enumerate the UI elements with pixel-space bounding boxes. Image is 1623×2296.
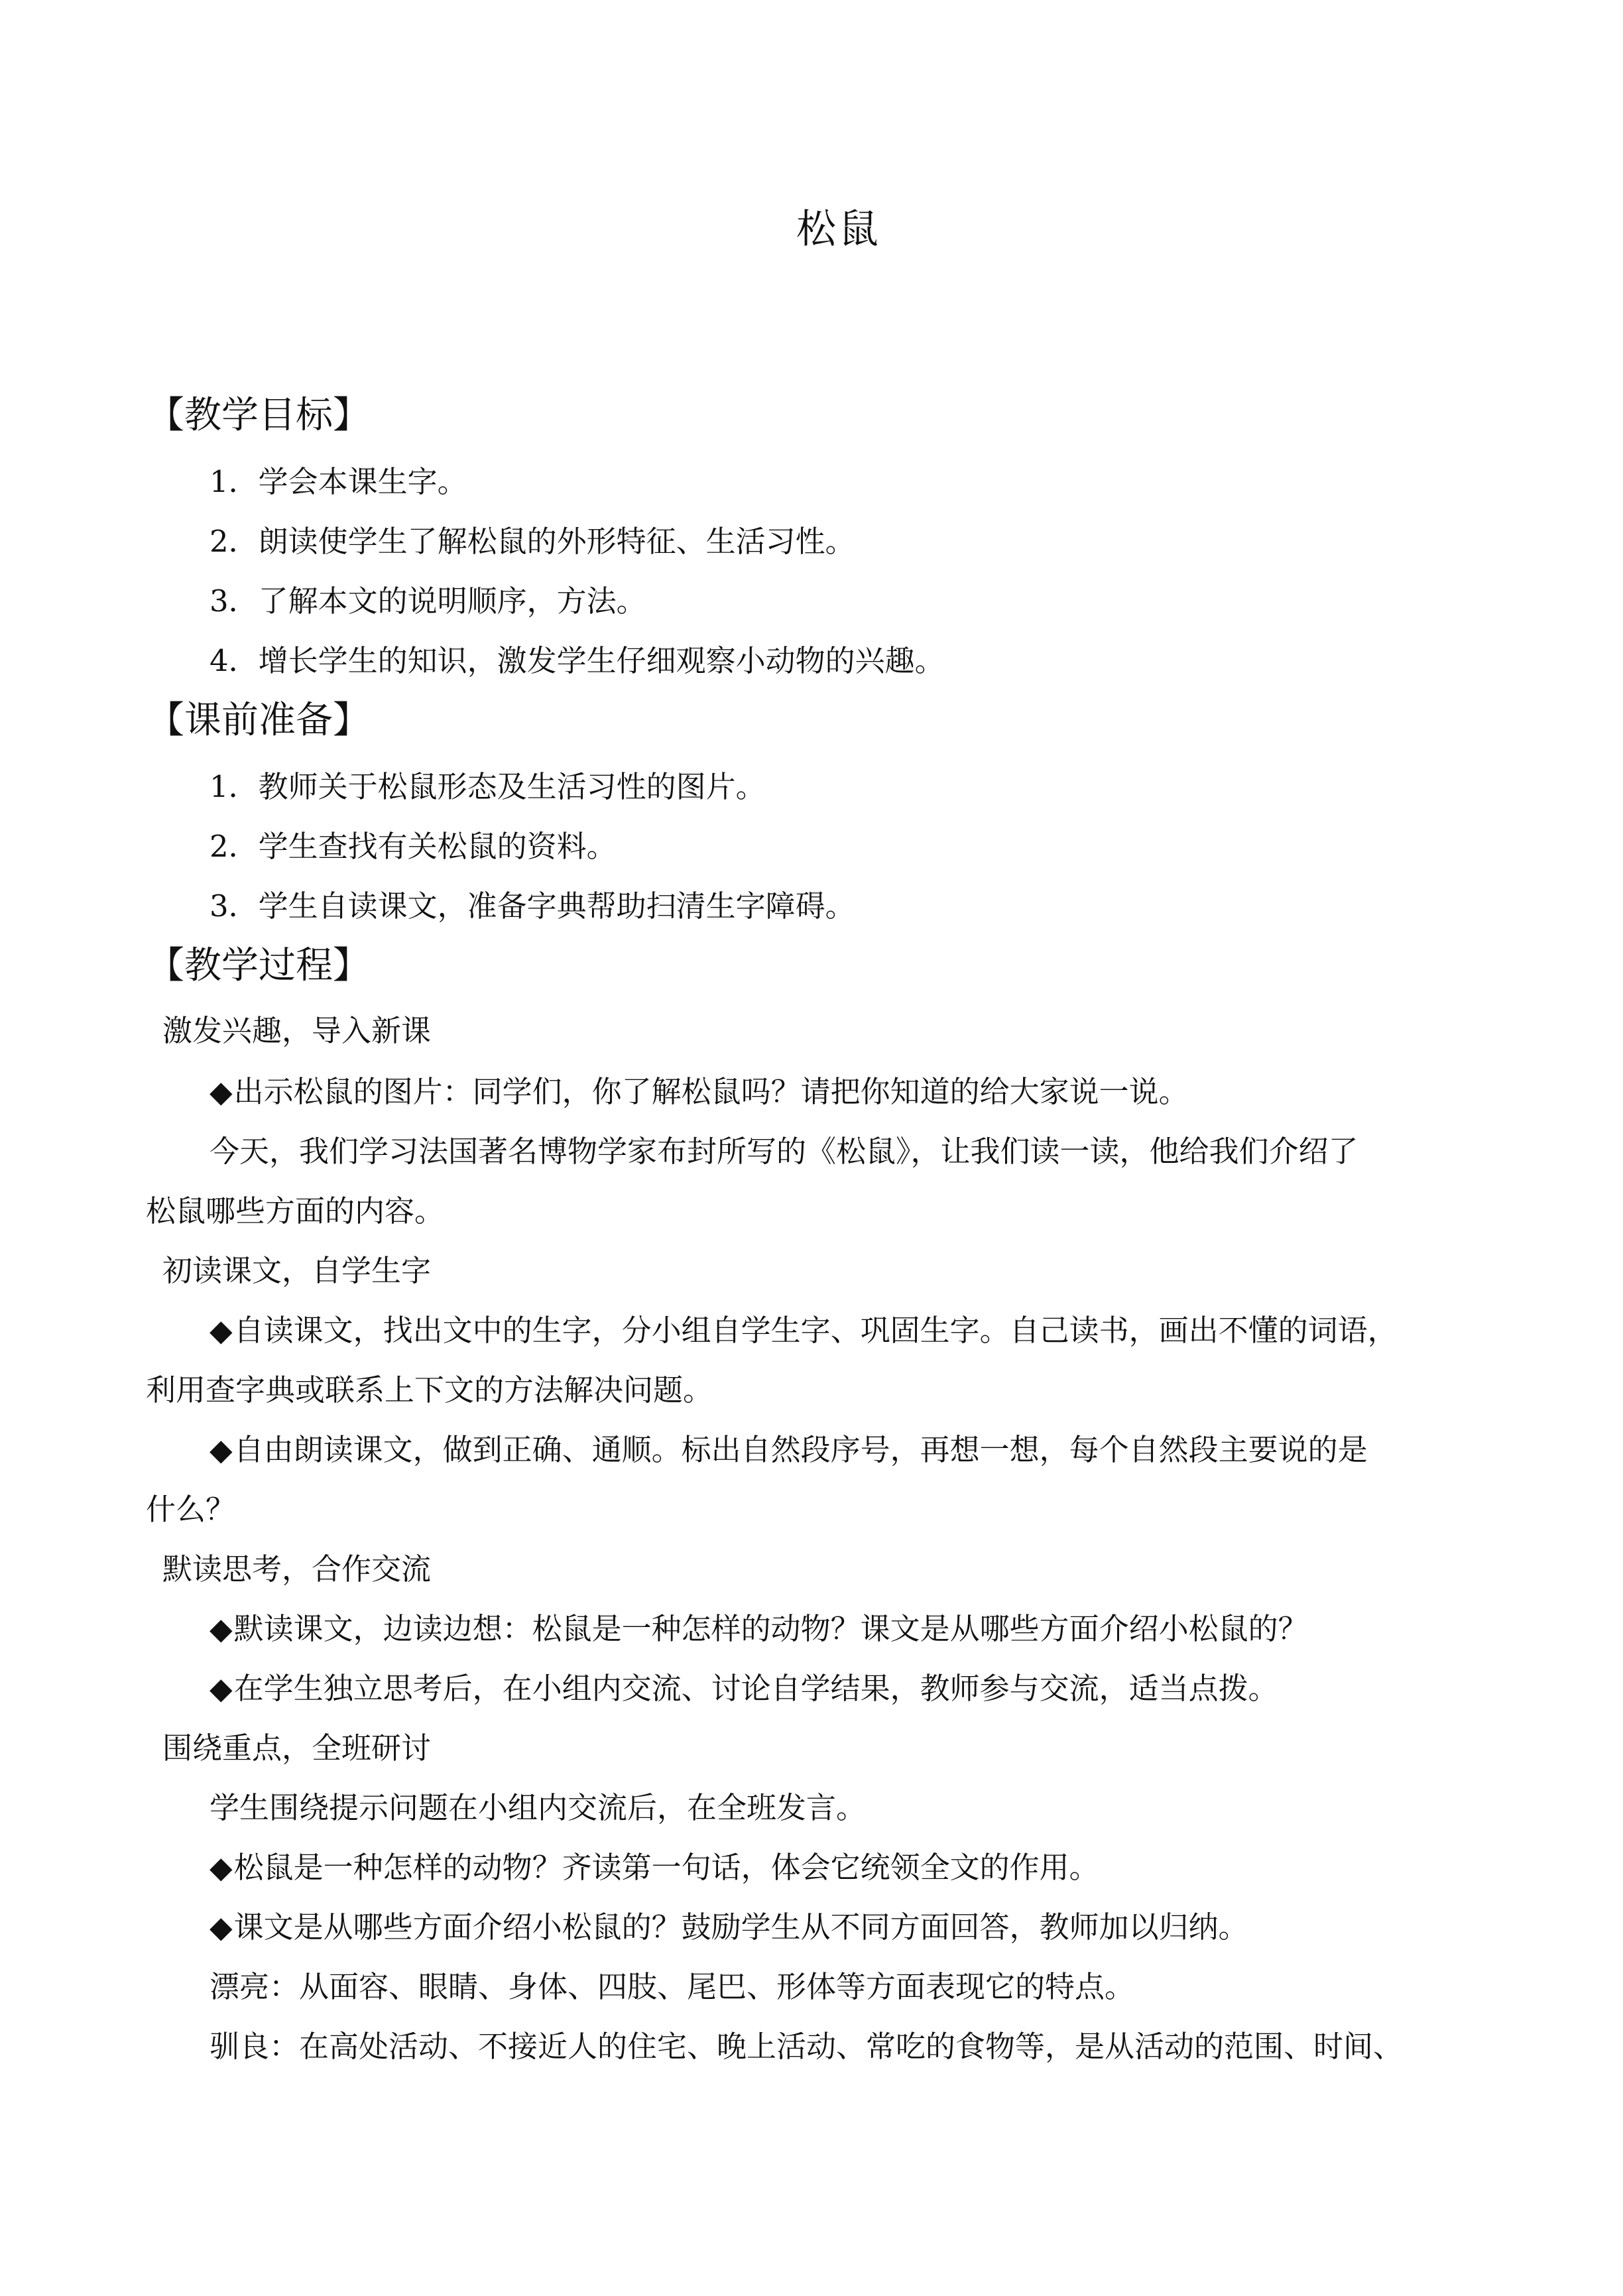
section-heading-prep: 【课前准备】 bbox=[147, 699, 370, 742]
diamond-bullet-icon: ◆ bbox=[210, 1074, 233, 1109]
diamond-bullet-icon: ◆ bbox=[210, 1850, 233, 1885]
paragraph-text: 松鼠是一种怎样的动物？齐读第一句话，体会它统领全文的作用。 bbox=[233, 1850, 1099, 1885]
paragraph-text: 默读课文，边读边想：松鼠是一种怎样的动物？课文是从哪些方面介绍小松鼠的？ bbox=[233, 1611, 1308, 1646]
paragraph-text: 自读课文，找出文中的生字，分小组自学生字、巩固生字。自己读书，画出不懂的词语， bbox=[233, 1313, 1398, 1348]
step-title: 初读课文，自学生字 bbox=[162, 1253, 432, 1288]
step-title: 围绕重点，全班研讨 bbox=[162, 1730, 432, 1766]
bullet-paragraph bbox=[210, 1664, 1278, 1707]
goal-item: 4．增长学生的知识，激发学生仔细观察小动物的兴趣。 bbox=[210, 643, 945, 678]
paragraph-continuation: 松鼠哪些方面的内容。 bbox=[146, 1193, 445, 1229]
paragraph-text: 在学生独立思考后，在小组内交流、讨论自学结果，教师参与交流，适当点拨。 bbox=[233, 1671, 1278, 1706]
bullet-paragraph bbox=[210, 1067, 1189, 1111]
diamond-bullet-icon: ◆ bbox=[210, 1909, 233, 1945]
goal-item: 1．学会本课生字。 bbox=[210, 464, 467, 499]
diamond-bullet-icon: ◆ bbox=[210, 1671, 233, 1706]
bullet-paragraph bbox=[210, 1903, 1248, 1946]
section-heading-goals: 【教学目标】 bbox=[147, 394, 370, 437]
bullet-paragraph bbox=[210, 1604, 1308, 1648]
bullet-paragraph bbox=[210, 1843, 1099, 1886]
paragraph-text: 驯良：在高处活动、不接近人的住宅、晚上活动、常吃的食物等，是从活动的范围、时间、 bbox=[210, 2029, 1404, 2064]
page-title: 松鼠 bbox=[796, 206, 881, 253]
paragraph-text: 出示松鼠的图片：同学们，你了解松鼠吗？请把你知道的给大家说一说。 bbox=[233, 1074, 1189, 1109]
diamond-bullet-icon: ◆ bbox=[210, 1611, 233, 1646]
paragraph-continuation: 什么？ bbox=[146, 1492, 236, 1527]
section-heading-process: 【教学过程】 bbox=[147, 944, 370, 987]
paragraph-text: 自由朗读课文，做到正确、通顺。标出自然段序号，再想一想，每个自然段主要说的是 bbox=[233, 1432, 1368, 1467]
prep-item: 1．教师关于松鼠形态及生活习性的图片。 bbox=[210, 769, 766, 804]
bullet-paragraph bbox=[210, 1425, 1368, 1469]
paragraph-text: 学生围绕提示问题在小组内交流后，在全班发言。 bbox=[210, 1790, 867, 1825]
paragraph-text: 课文是从哪些方面介绍小松鼠的？鼓励学生从不同方面回答，教师加以归纳。 bbox=[233, 1909, 1248, 1945]
diamond-bullet-icon: ◆ bbox=[210, 1313, 233, 1348]
step-title: 默读思考，合作交流 bbox=[162, 1551, 432, 1587]
paragraph-text: 漂亮：从面容、眼睛、身体、四肢、尾巴、形体等方面表现它的特点。 bbox=[210, 1969, 1135, 2004]
bullet-paragraph bbox=[210, 1306, 1398, 1349]
prep-item: 2．学生查找有关松鼠的资料。 bbox=[210, 829, 617, 864]
paragraph-continuation: 利用查字典或联系上下文的方法解决问题。 bbox=[146, 1372, 713, 1408]
prep-item: 3．学生自读课文，准备字典帮助扫清生字障碍。 bbox=[210, 888, 855, 924]
diamond-bullet-icon: ◆ bbox=[210, 1432, 233, 1467]
step-title: 激发兴趣，导入新课 bbox=[162, 1013, 432, 1048]
paragraph-text: 今天，我们学习法国著名博物学家布封所写的《松鼠》，让我们读一读，他给我们介绍了 bbox=[210, 1134, 1358, 1169]
goal-item: 3．了解本文的说明顺序，方法。 bbox=[210, 583, 646, 619]
goal-item: 2．朗读使学生了解松鼠的外形特征、生活习性。 bbox=[210, 524, 855, 559]
